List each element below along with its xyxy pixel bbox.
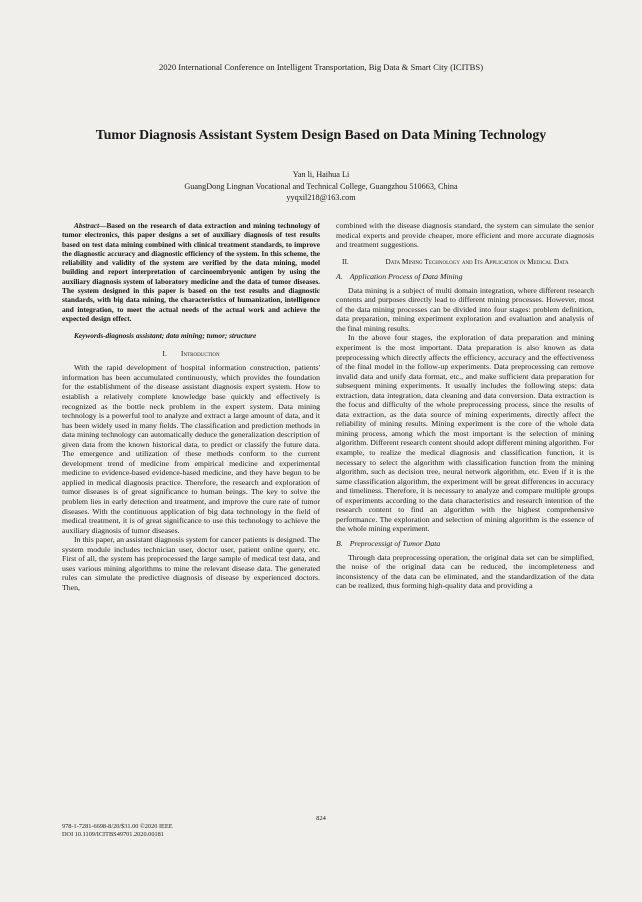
paragraph: With the rapid development of hospital information construction, patients' information has been accumulated continuously, which provides the foundation for the establishment of the disease assistant diagnosis expert system. How to establish a relatively complete knowledge base quickly and effectively is recognized as the bottle neck problem in the expert system. Data mining technology is a powerful tool to analyze and extract a large amount of data, and it has been widely used in many fields. The classification and prediction methods in data mining technology can automatically deduce the generalization description of given data from the known historical data, to predict or classify the future data. The emergence and utilization of these methods conform to the current development trend of medicine from empirical medicine and experimental medicine to evidence-based evidence-based medicine, and they have begun to be applied in medical diagnosis practice. Therefore, the research and exploration of tumor diseases is of great significance to human beings. The key to solve the problem lies in early detection and treatment, and improve the cure rate of tumor diseases. With the continuous application of big data technology in the field of medical treatment, it is of great significance to use this technology to achieve the auxiliary diagnosis of tumor diseases. (62, 363, 320, 535)
section-number: II. (342, 256, 349, 266)
subsection-title: Application Process of Data Mining (349, 272, 463, 282)
abstract (62, 221, 320, 323)
page-number: 824 (316, 815, 326, 822)
paper-title: Tumor Diagnosis Assistant System Design Based on Data Mining Technology (95, 127, 547, 142)
subsection-title: Preprocessigt of Tumor Data (349, 538, 441, 548)
subsection-heading-b (336, 539, 594, 549)
paragraph: Data mining is a subject of multi domain integration, where different research contents and purposes directly lead to different mining processes. However, most of the data mining processes can be divided into four stages: problem definition, data preparation, mining experiment exploration and evaluation and analysis of the final mining results. (336, 285, 594, 333)
footer (62, 823, 173, 839)
section-title: Introduction (180, 348, 220, 358)
footer-doi: DOI 10.1109/ICITBS49701.2020.00181 (62, 831, 164, 838)
paragraph: Through data preprocessing operation, the original data set can be simplified, the noise of the original data can be reduced, the incompleteness and inconsistency of the data can be eliminated, and the standardization of the data can be realized, thus forming high-quality data and providing a (336, 552, 594, 591)
author-block (100, 169, 542, 204)
paragraph: In the above four stages, the exploration of data preparation and mining experiment is the most important. Data preparation is also known as data preprocessing which directly affects the efficiency, accuracy and the effectiveness of the final model in the follow-up experiments. Data preprocessing can remove invalid data and unify data format, etc., and make sufficient data preparation for subsequent mining experiments. It usually includes the following steps: data extraction, data integration, data cleaning and data conversion. Data extraction is the focus and difficulty of the whole preprocessing process, since the results of data extraction, as the data source of mining experiments, directly affect the reliability of mining results. Mining experiment is the core of the whole data mining process, among which the most important is the selection of mining algorithm. Different research content should adopt different mining algorithm. For example, to realize the medical diagnosis and classification function, it is necessary to select the algorithm with classification function from the mining algorithm, such as decision tree, neural network algorithm, etc. Even if it is the same classification algorithm, the experiment will be great differences in accuracy and timeliness. Therefore, it is necessary to analyze and compare multiple groups of experiments according to the data characteristics and research intention of the research content to find an algorithm with the highest comprehensive performance. The exploration and selection of mining algorithm is the essence of the whole mining experiment. (336, 333, 594, 534)
subsection-heading-a (336, 272, 594, 282)
conference-header: 2020 International Conference on Intelligent Transportation, Big Data & Smart City (ICITBS) (158, 62, 484, 72)
subsection-number: B. (336, 538, 343, 548)
subsection-number: A. (336, 272, 343, 282)
section-heading-introduction (62, 349, 320, 359)
author-affiliation: GuangDong Lingnan Vocational and Technical College, Guangzhou 510663, China (184, 181, 458, 191)
abstract-label: Abstract (74, 221, 100, 230)
footer-isbn: 978-1-7281-6698-8/20/$31.00 ©2020 IEEE (62, 823, 173, 830)
section-title: Data Mining Technology and Its Application in Medical Data (385, 256, 569, 266)
keywords: Keywords-diagnosis assistant; data mining; tumor; structure (74, 331, 257, 341)
paragraph: In this paper, an assistant diagnosis system for cancer patients is designed. The system module includes technician user, doctor user, patient online query, etc. First of all, the system has preprocessed the large sample of medical test data, and uses various mining algorithms to mine the relevant disease data. The generated rules can simulate the predictive diagnosis of disease by experienced doctors. Then, (62, 535, 320, 592)
section-number: I. (162, 348, 167, 358)
paragraph: combined with the disease diagnosis standard, the system can simulate the senior medical experts and provide cheaper, more efficient and more accurate diagnosis and treatment suggestions. (336, 221, 594, 250)
section-heading-data-mining (336, 257, 594, 267)
author-names: Yan li, Haihua Li (292, 170, 350, 179)
abstract-text: —Based on the research of data extraction and mining technology of tumor electronics, this paper designs a set of auxiliary diagnosis of test results based on test data mining combined with clinical treatment standards, to improve the diagnostic accuracy and diagnostic efficiency of the system. In this scheme, the reliability and validity of the system are verified by the data mining, model building and report interpretation of carcinoembryonic antigen by using the auxiliary diagnosis system of laboratory medicine and the data of tumor diseases. The system designed in this paper is based on the test results and diagnostic standards, with big data mining, the characteristics of humanization, intelligence and integration, to meet the actual needs of the actual work and achieve the expected design effect. (62, 221, 320, 323)
left-column (62, 221, 320, 592)
right-column (336, 221, 594, 591)
author-email: yyqxil218@163.com (286, 193, 356, 202)
